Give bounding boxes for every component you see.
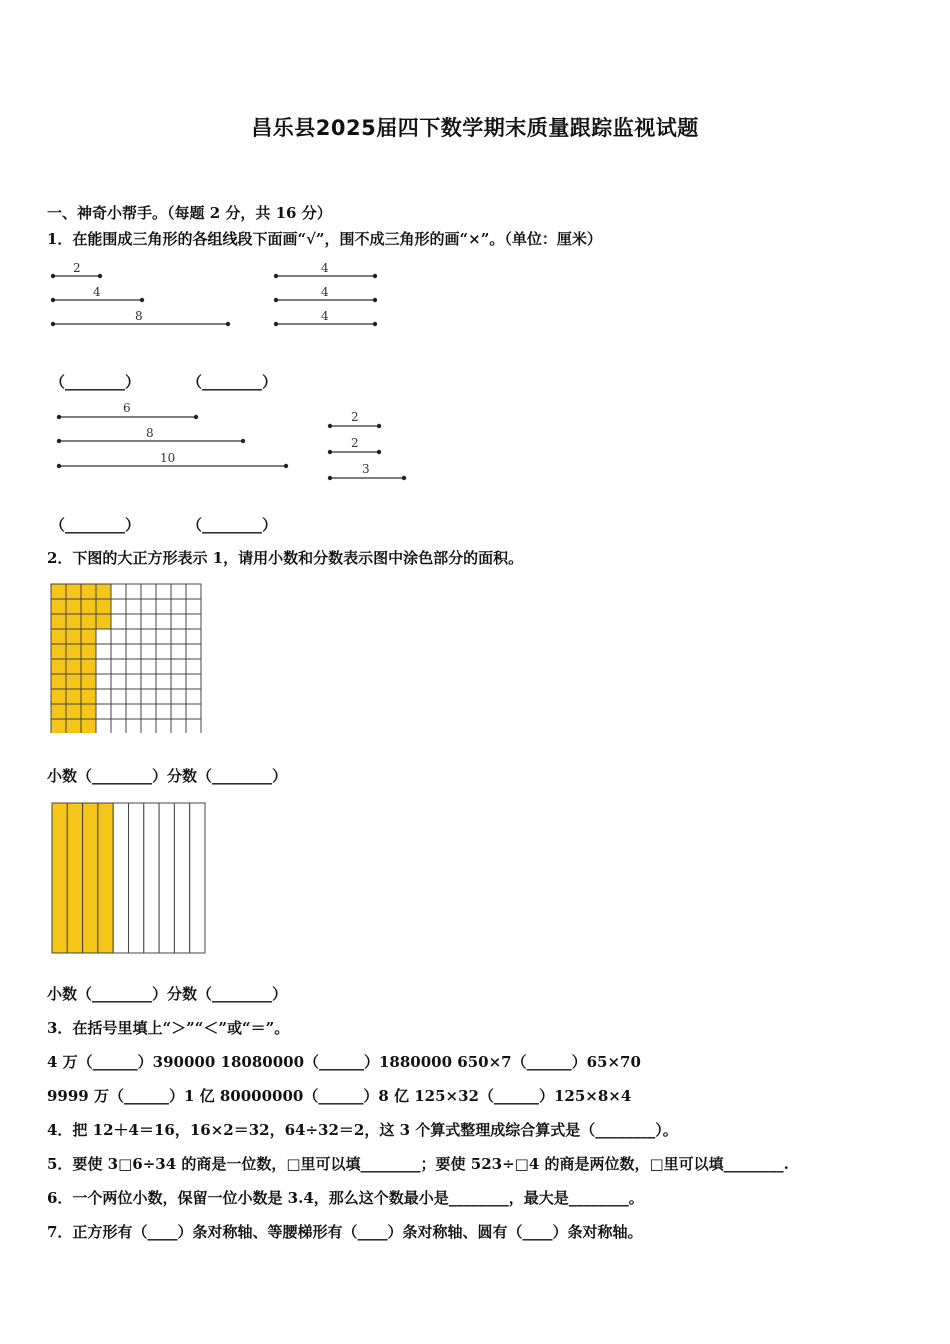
grid-cell-shaded: [81, 659, 96, 674]
question-5-text: 5．要使 3□6÷34 的商是一位数，□里可以填________；要使 523÷□4 的商是两位数，□里可以填________.: [47, 1155, 789, 1173]
grid-cell-shaded: [96, 599, 111, 614]
bar-column-shaded: [52, 803, 67, 953]
grid-cell: [186, 599, 201, 614]
grid-cell: [186, 659, 201, 674]
grid-cell: [156, 719, 171, 733]
grid-cell: [111, 674, 126, 689]
grid-cell: [186, 629, 201, 644]
grid-cell: [141, 629, 156, 644]
grid-cell: [126, 719, 141, 733]
answer-blank-b[interactable]: （________）: [187, 373, 278, 391]
grid-cell: [186, 689, 201, 704]
grid-cell: [141, 674, 156, 689]
grid-cell: [141, 689, 156, 704]
grid-cell-shaded: [81, 614, 96, 629]
bar-column: [159, 803, 174, 953]
question-4-text: 4．把 12＋4＝16，16×2＝32，64÷32＝2，这 3 个算式整理成综合算式是（________）。: [47, 1121, 678, 1139]
answer-blank-c[interactable]: （________）: [50, 516, 141, 534]
segment-label: 4: [321, 261, 329, 275]
grid-cell: [96, 674, 111, 689]
grid-cell-shaded: [81, 704, 96, 719]
grid-cell: [156, 704, 171, 719]
grid-cell-shaded: [66, 659, 81, 674]
grid-cell: [126, 584, 141, 599]
grid-cell: [141, 704, 156, 719]
grid-cell: [186, 644, 201, 659]
grid-cell: [141, 599, 156, 614]
grid-cell: [111, 599, 126, 614]
grid-cell: [111, 584, 126, 599]
bar-column: [144, 803, 159, 953]
grid-cell: [141, 644, 156, 659]
grid-cell: [156, 689, 171, 704]
page-title: 昌乐县2025届四下数学期末质量跟踪监视试题: [251, 116, 699, 140]
segment-label: 4: [321, 309, 329, 323]
grid-cell: [96, 704, 111, 719]
grid-cell: [186, 674, 201, 689]
grid-cell-shaded: [66, 719, 81, 733]
grid-cell: [171, 599, 186, 614]
segment-label: 6: [123, 401, 131, 415]
grid-cell-shaded: [66, 614, 81, 629]
grid-cell: [96, 659, 111, 674]
segment-label: 10: [160, 451, 176, 465]
grid-cell: [171, 629, 186, 644]
bar-column: [113, 803, 128, 953]
grid-cell: [171, 704, 186, 719]
segment-label: 3: [362, 462, 370, 476]
grid-cell: [156, 674, 171, 689]
answer-blank-d[interactable]: （________）: [187, 516, 278, 534]
segment-label: 2: [73, 261, 81, 275]
grid-cell-shaded: [96, 614, 111, 629]
segment-label: 2: [351, 410, 359, 424]
grid-cell: [171, 689, 186, 704]
grid-cell-shaded: [66, 599, 81, 614]
grid-cell: [171, 614, 186, 629]
segment-label: 8: [146, 426, 154, 440]
grid-cell-shaded: [96, 584, 111, 599]
bar-column-shaded: [67, 803, 82, 953]
question-3-text: 3．在括号里填上“＞”“＜”或“＝”。: [47, 1019, 290, 1037]
grid-cell-shaded: [51, 674, 66, 689]
grid-cell-shaded: [81, 629, 96, 644]
grid-cell: [156, 644, 171, 659]
grid-cell: [171, 674, 186, 689]
grid-cell: [126, 599, 141, 614]
grid-cell-shaded: [51, 614, 66, 629]
grid-cell: [171, 719, 186, 733]
grid-cell: [186, 719, 201, 733]
segment-label: 2: [351, 436, 359, 450]
grid-cell: [186, 614, 201, 629]
grid-cell: [126, 614, 141, 629]
hundred-grid: [50, 583, 202, 733]
grid-cell-shaded: [51, 599, 66, 614]
grid-cell-shaded: [66, 629, 81, 644]
grid-cell-shaded: [66, 689, 81, 704]
grid-cell: [126, 644, 141, 659]
segment-group-b: [274, 261, 377, 326]
bar-column: [174, 803, 189, 953]
grid-cell: [186, 584, 201, 599]
segment-label: 4: [93, 285, 101, 299]
grid-cell: [96, 689, 111, 704]
grid-cell: [156, 614, 171, 629]
grid-cell-shaded: [51, 629, 66, 644]
grid-cell: [171, 584, 186, 599]
grid-cell: [111, 659, 126, 674]
segment-group-a: [51, 261, 230, 326]
grid-cell: [156, 659, 171, 674]
grid-cell: [141, 659, 156, 674]
grid-cell: [156, 629, 171, 644]
grid-cell-shaded: [66, 644, 81, 659]
grid-cell: [186, 704, 201, 719]
question-2-text: 2．下图的大正方形表示 1，请用小数和分数表示图中涂色部分的面积。: [47, 549, 524, 567]
grid-cell-shaded: [51, 689, 66, 704]
grid-cell: [171, 644, 186, 659]
bar-column-shaded: [83, 803, 98, 953]
segment-group-d: [328, 410, 406, 480]
tenths-bar-figure: [51, 802, 207, 954]
grid-cell-shaded: [51, 584, 66, 599]
segment-label: 8: [135, 309, 143, 323]
grid-cell: [141, 584, 156, 599]
segment-label: 4: [321, 285, 329, 299]
grid-cell-shaded: [66, 704, 81, 719]
answer-blank-a[interactable]: （________）: [50, 373, 141, 391]
grid-cell: [111, 719, 126, 733]
question-1-text: 1．在能围成三角形的各组线段下面画“√”，围不成三角形的画“×”。（单位：厘米）: [47, 230, 602, 248]
question-3-row-1: 4 万（______）390000 18080000（______）1880000 650×7（______）65×70: [47, 1053, 641, 1071]
answer-line-2: 小数（________）分数（________）: [47, 985, 288, 1003]
grid-cell: [111, 629, 126, 644]
question-6-text: 6．一个两位小数，保留一位小数是 3.4，那么这个数最小是________，最大是________。: [47, 1189, 644, 1207]
answer-line-1: 小数（________）分数（________）: [47, 767, 288, 785]
section-heading: 一、神奇小帮手。（每题 2 分，共 16 分）: [47, 204, 332, 222]
grid-cell: [126, 689, 141, 704]
grid-cell: [156, 584, 171, 599]
bar-column: [129, 803, 144, 953]
grid-cell-shaded: [66, 584, 81, 599]
grid-cell-shaded: [81, 644, 96, 659]
grid-cell: [126, 704, 141, 719]
grid-cell: [126, 629, 141, 644]
grid-cell-shaded: [81, 674, 96, 689]
question-3-row-2: 9999 万（______）1 亿 80000000（______）8 亿 125×32（______）125×8×4: [47, 1087, 632, 1105]
grid-cell: [96, 644, 111, 659]
bar-column: [190, 803, 205, 953]
grid-cell: [126, 659, 141, 674]
grid-cell-shaded: [51, 704, 66, 719]
grid-cell: [111, 689, 126, 704]
grid-cell: [171, 659, 186, 674]
grid-cell: [111, 614, 126, 629]
grid-cell: [96, 629, 111, 644]
grid-cell-shaded: [51, 659, 66, 674]
grid-cell: [141, 719, 156, 733]
grid-cell: [96, 719, 111, 733]
grid-cell: [141, 614, 156, 629]
grid-cell-shaded: [81, 584, 96, 599]
grid-cell: [111, 644, 126, 659]
grid-cell-shaded: [81, 689, 96, 704]
grid-cell-shaded: [51, 644, 66, 659]
grid-cell-shaded: [51, 719, 66, 733]
segment-group-c: [57, 401, 288, 468]
grid-cell: [111, 704, 126, 719]
grid-cell: [126, 674, 141, 689]
grid-cell-shaded: [66, 674, 81, 689]
grid-cell-shaded: [81, 719, 96, 733]
grid-cell-shaded: [81, 599, 96, 614]
grid-cell: [156, 599, 171, 614]
bar-column-shaded: [98, 803, 113, 953]
question-7-text: 7．正方形有（____）条对称轴、等腰梯形有（____）条对称轴、圆有（____）条对称轴。: [47, 1223, 643, 1241]
